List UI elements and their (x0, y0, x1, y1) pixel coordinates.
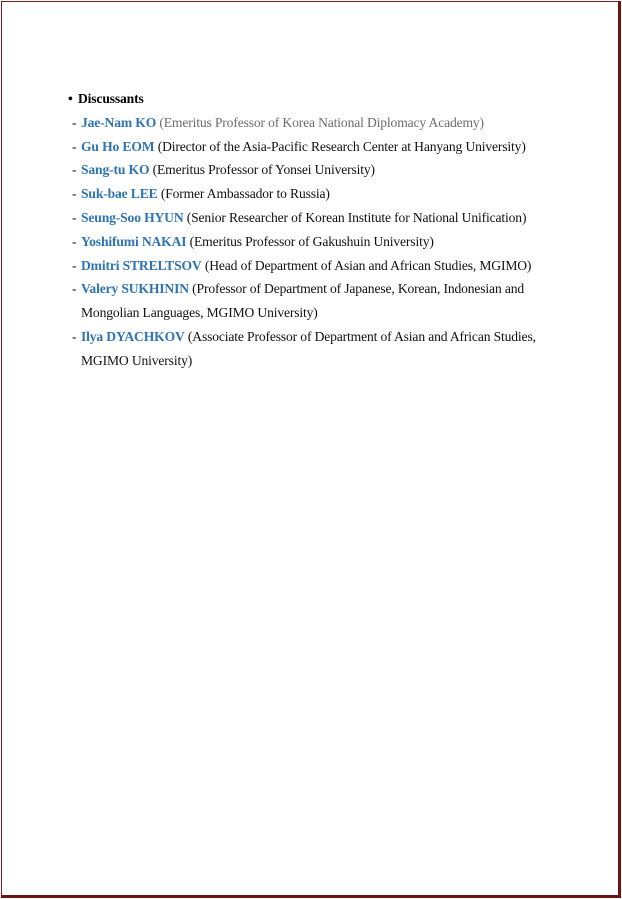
discussant-description: (Head of Department of Asian and African Studies, MGIMO) (204, 257, 532, 273)
list-dash: - (72, 233, 77, 249)
discussant-item (68, 135, 568, 159)
discussant-item (68, 230, 568, 254)
list-dash: - (72, 186, 77, 202)
discussant-name: Sang-tu KO (81, 162, 150, 178)
discussant-item (68, 206, 568, 230)
discussant-name: Ilya DYACHKOV (81, 328, 185, 344)
discussant-item (68, 277, 568, 325)
discussant-item (68, 325, 568, 373)
discussants-section (68, 87, 568, 373)
discussant-name: Valery SUKHININ (81, 281, 189, 297)
list-dash: - (72, 209, 77, 225)
section-heading (68, 87, 568, 111)
discussant-description: (Professor of Department of Japanese, Korean, Indonesian and Mongolian Languages, MGIMO University) (81, 281, 525, 321)
discussant-name: Seung-Soo HYUN (81, 209, 184, 225)
discussant-name: Yoshifumi NAKAI (81, 233, 187, 249)
list-dash: - (72, 257, 77, 273)
discussant-description: (Former Ambassador to Russia) (160, 186, 330, 202)
list-dash: - (72, 114, 77, 130)
list-dash: - (72, 162, 77, 178)
discussant-description: (Emeritus Professor of Gakushuin University) (189, 233, 434, 249)
discussant-name: Jae-Nam KO (81, 114, 157, 130)
discussant-name: Suk-bae LEE (81, 186, 158, 202)
discussant-item (68, 182, 568, 206)
list-dash: - (72, 281, 77, 297)
discussant-description: (Associate Professor of Department of Asian and African Studies, MGIMO University) (81, 328, 536, 368)
discussant-name: Dmitri STRELTSOV (81, 257, 202, 273)
discussant-item (68, 158, 568, 182)
discussant-item (68, 111, 568, 135)
discussant-description: (Senior Researcher of Korean Institute for National Unification) (186, 209, 527, 225)
discussant-description: (Emeritus Professor of Korea National Diplomacy Academy) (159, 114, 484, 130)
section-title: Discussants (78, 91, 144, 106)
list-dash: - (72, 138, 77, 154)
bullet-icon: • (68, 91, 73, 106)
discussant-list (68, 111, 568, 373)
discussant-description: (Director of the Asia-Pacific Research Center at Hanyang University) (157, 138, 526, 154)
discussant-description: (Emeritus Professor of Yonsei University) (152, 162, 375, 178)
list-dash: - (72, 328, 77, 344)
discussant-name: Gu Ho EOM (81, 138, 155, 154)
discussant-item (68, 254, 568, 278)
document-page (1, 1, 621, 898)
